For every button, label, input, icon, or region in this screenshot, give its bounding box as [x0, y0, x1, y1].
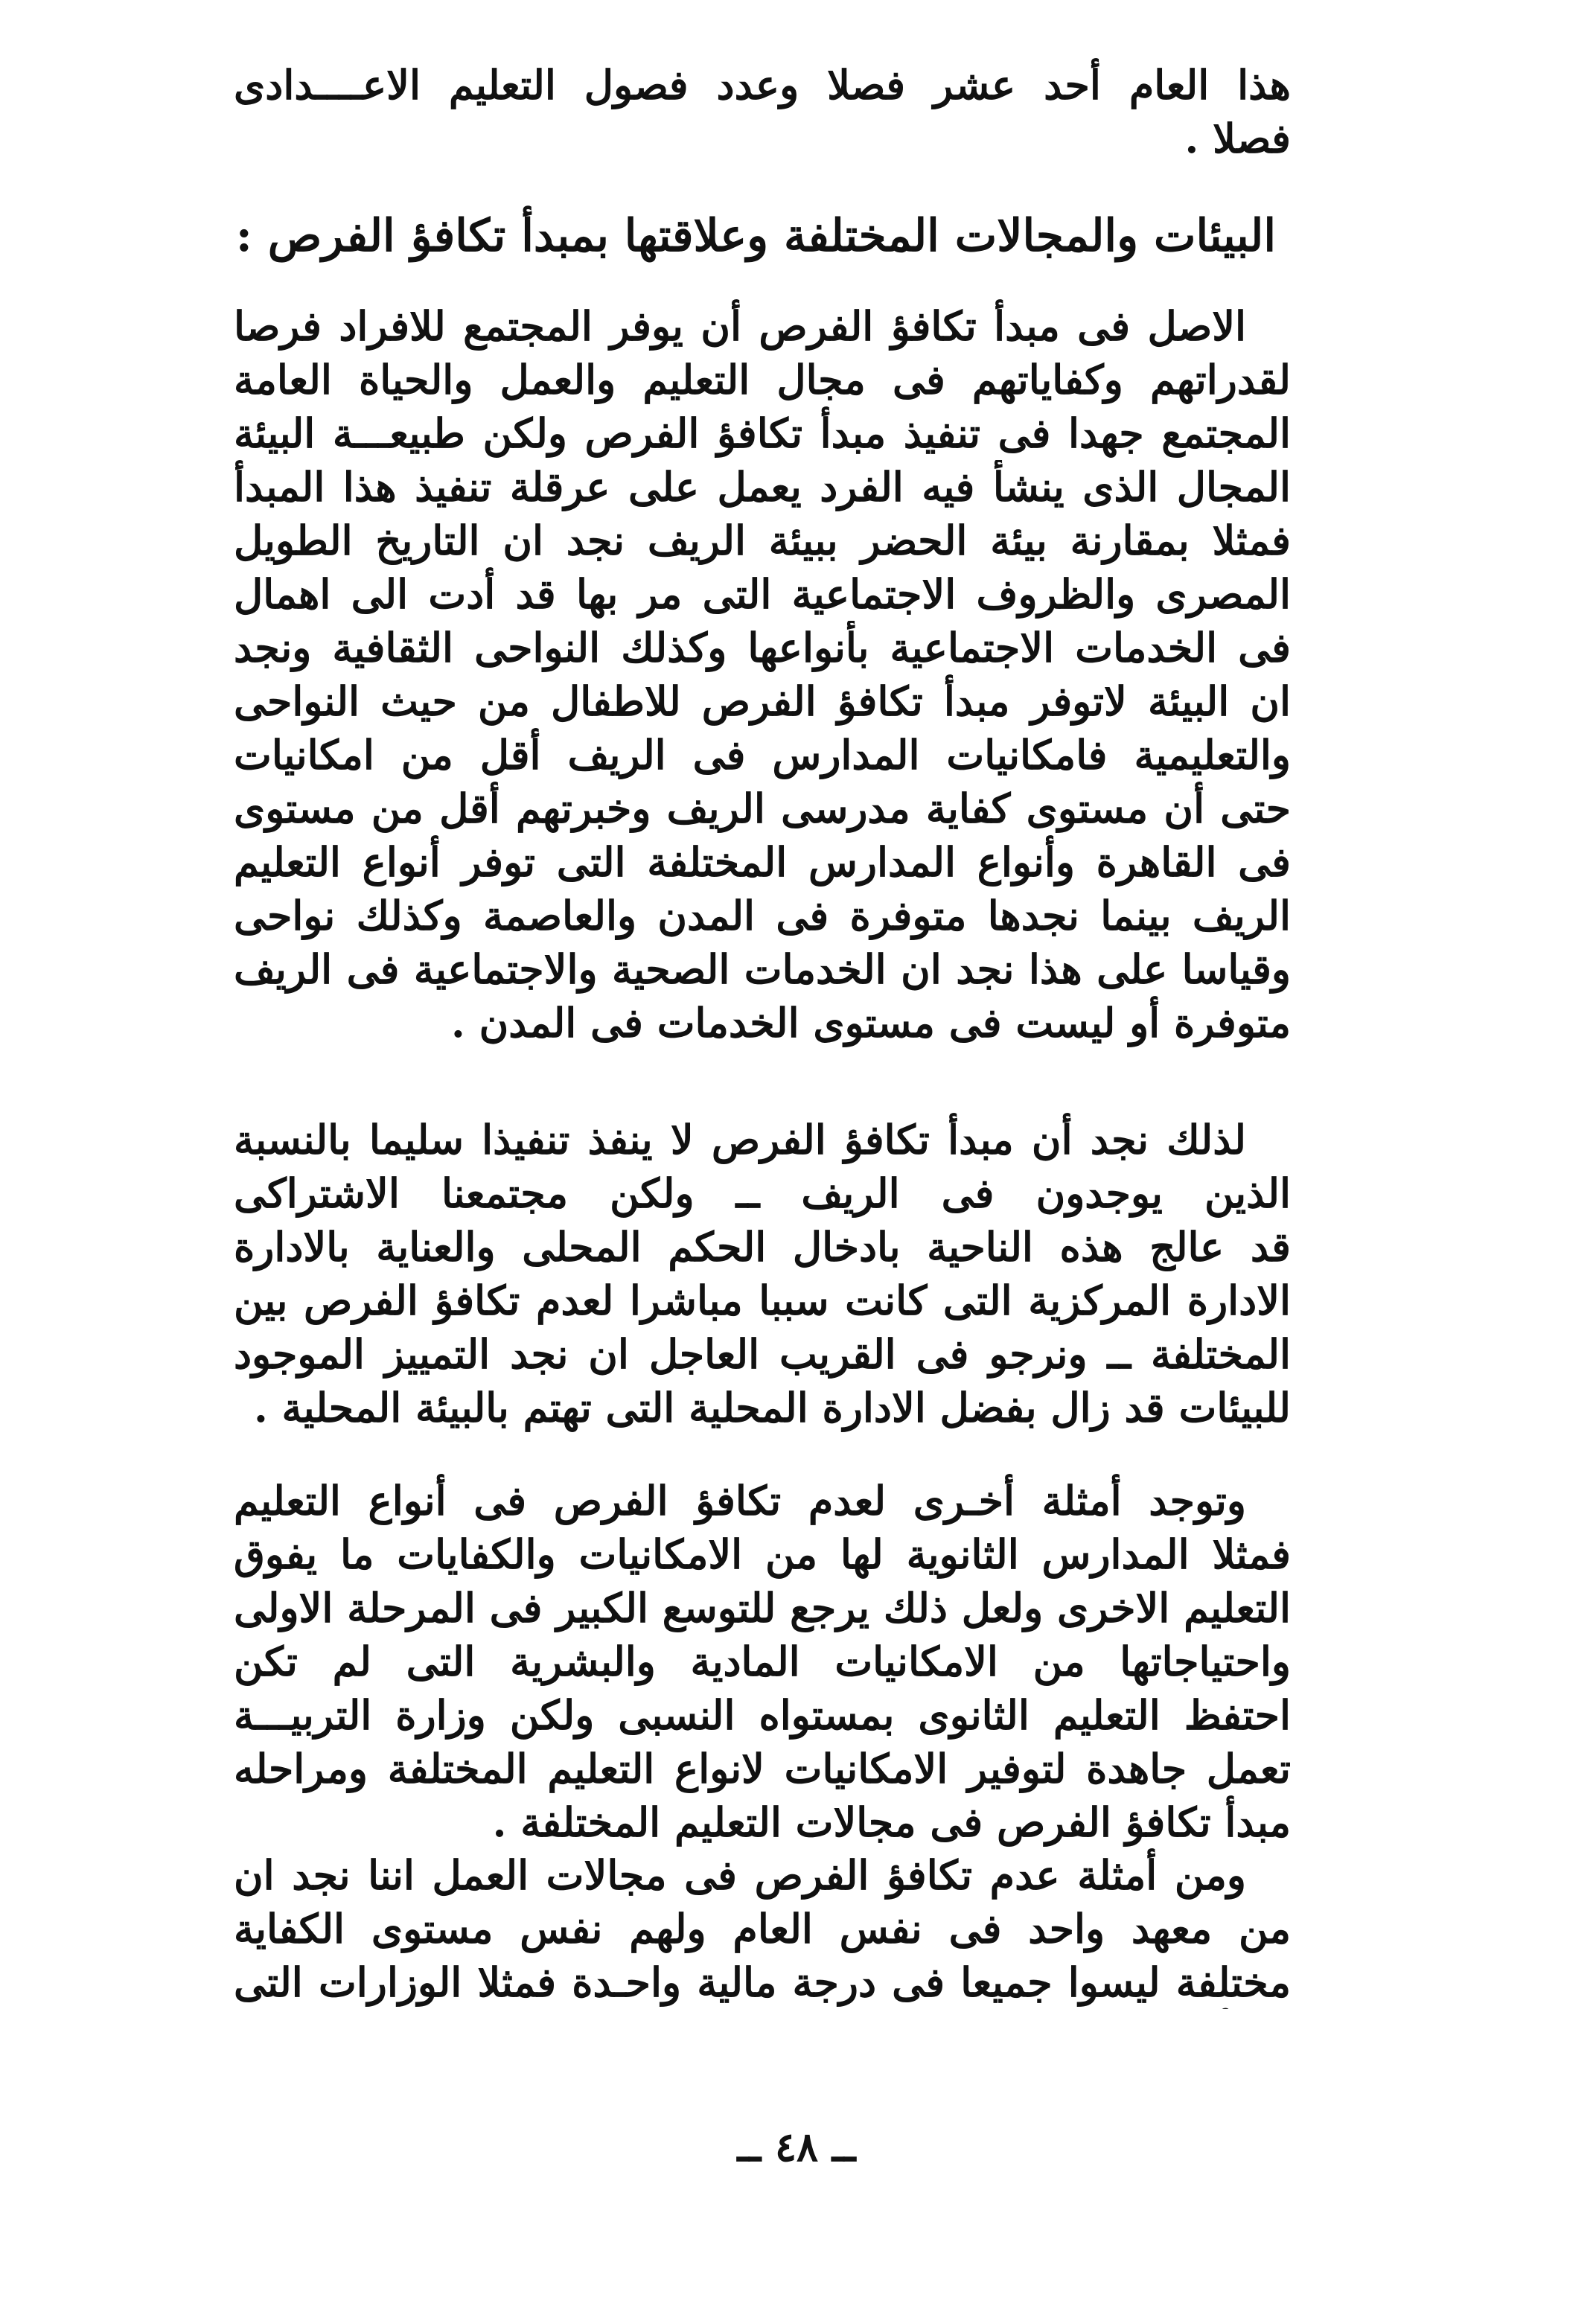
text-line: المختلفة ــ ونرجو فى القريب العاجل ان نجد التمييز الموجود — [234, 1330, 1291, 1378]
text-line: مختلفة ليسوا جميعا فى درجة مالية واحـدة فمثلا الوزارات التى — [234, 1958, 1291, 2006]
section-heading: البيئات والمجالات المختلفة وعلاقتها بمبدأ تكافؤ الفرص : — [235, 210, 1276, 262]
text-line: لذلك نجد أن مبدأ تكافؤ الفرص لا ينفذ تنفيذا سليما بالنسبة — [234, 1116, 1246, 1163]
text-line: وتوجد أمثلة أخـرى لعدم تكافؤ الفرص فى أنواع التعليم — [234, 1477, 1246, 1524]
text-line: احتفظ التعليم الثانوى بمستواه النسبى ولكن وزارة التربيـــة — [234, 1691, 1291, 1739]
page-number: ــ ٤٨ ــ — [737, 2123, 856, 2171]
text-line: من معهد واحد فى نفس العام ولهم نفس مستوى الكفاية — [234, 1905, 1291, 1952]
text-line: ومن أمثلة عدم تكافؤ الفرص فى مجالات العمل اننا نجد ان — [234, 1851, 1246, 1899]
text-line: المجتمع جهدا فى تنفيذ مبدأ تكافؤ الفرص ولكن طبيعـــة البيئة — [234, 409, 1291, 457]
text-line: مبدأ تكافؤ الفرص فى مجالات التعليم المختلفة . — [492, 1798, 1291, 1846]
paragraph-local-administration — [234, 1113, 1291, 1434]
text-line: تعمل جاهدة لتوفير الامكانيات لانواع التعليم المختلفة ومراحله — [234, 1745, 1291, 1792]
text-line: فصلا . — [1184, 115, 1291, 162]
paragraph-education-types — [234, 1474, 1291, 1849]
text-line: الاصل فى مبدأ تكافؤ الفرص أن يوفر المجتمع للافراد فرصا — [234, 302, 1246, 350]
text-line: لقدراتهم وكفاياتهم فى مجال التعليم والعمل والحياة العامة — [234, 356, 1291, 403]
text-line: المصرى والظروف الاجتماعية التى مر بها قد أدت الى اهمال — [234, 570, 1291, 618]
text-line: فمثلا بمقارنة بيئة الحضر ببيئة الريف نجد ان التاريخ الطويل — [234, 517, 1291, 564]
text-line: الريف بينما نجدها متوفرة فى المدن والعاصمة وكذلك نواحى — [234, 892, 1291, 939]
text-line: والتعليمية فامكانيات المدارس فى الريف أقل من امكانيات — [234, 731, 1291, 779]
intro-continuation — [234, 58, 1291, 165]
text-line: فى القاهرة وأنواع المدارس المختلفة التى توفر أنواع التعليم — [234, 838, 1291, 886]
text-line: متوفرة أو ليست فى مستوى الخدمات فى المدن . — [451, 999, 1291, 1047]
text-line: واحتياجاتها من الامكانيات المادية والبشرية التى لم تكن — [234, 1638, 1291, 1685]
text-line: الذين يوجدون فى الريف ــ ولكن مجتمعنا الاشتراكى — [234, 1169, 1291, 1217]
text-line: حتى أن مستوى كفاية مدرسى الريف وخبرتهم أقل من مستوى — [234, 785, 1291, 832]
text-line: وقياسا على هذا نجد ان الخدمات الصحية والاجتماعية فى الريف — [234, 945, 1291, 993]
text-line: ان البيئة لاتوفر مبدأ تكافؤ الفرص للاطفال من حيث النواحى — [234, 677, 1291, 725]
paragraph-rural-urban — [234, 299, 1291, 1050]
text-line: التعليم الاخرى ولعل ذلك يرجع للتوسع الكبير فى المرحلة الاولى — [234, 1584, 1291, 1632]
text-line: الادارة المركزية التى كانت سببا مباشرا لعدم تكافؤ الفرص بين — [234, 1277, 1291, 1324]
text-line: للبيئات قد زال بفضل الادارة المحلية التى تهتم بالبيئة المحلية . — [253, 1384, 1291, 1431]
text-line: فمثلا المدارس الثانوية لها من الامكانيات والكفايات ما يفوق — [234, 1530, 1291, 1578]
text-line: فى الخدمات الاجتماعية بأنواعها وكذلك النواحى الثقافية ونجد — [234, 624, 1291, 671]
text-line: قد عالج هذه الناحية بادخال الحكم المحلى والعناية بالادارة — [234, 1223, 1291, 1271]
text-line: هذا العام أحد عشر فصلا وعدد فصول التعليم الاعــــدادى — [234, 61, 1291, 109]
text-line: المجال الذى ينشأ فيه الفرد يعمل على عرقلة تنفيذ هذا المبدأ — [234, 463, 1291, 511]
paragraph-work-fields — [234, 1848, 1291, 2009]
